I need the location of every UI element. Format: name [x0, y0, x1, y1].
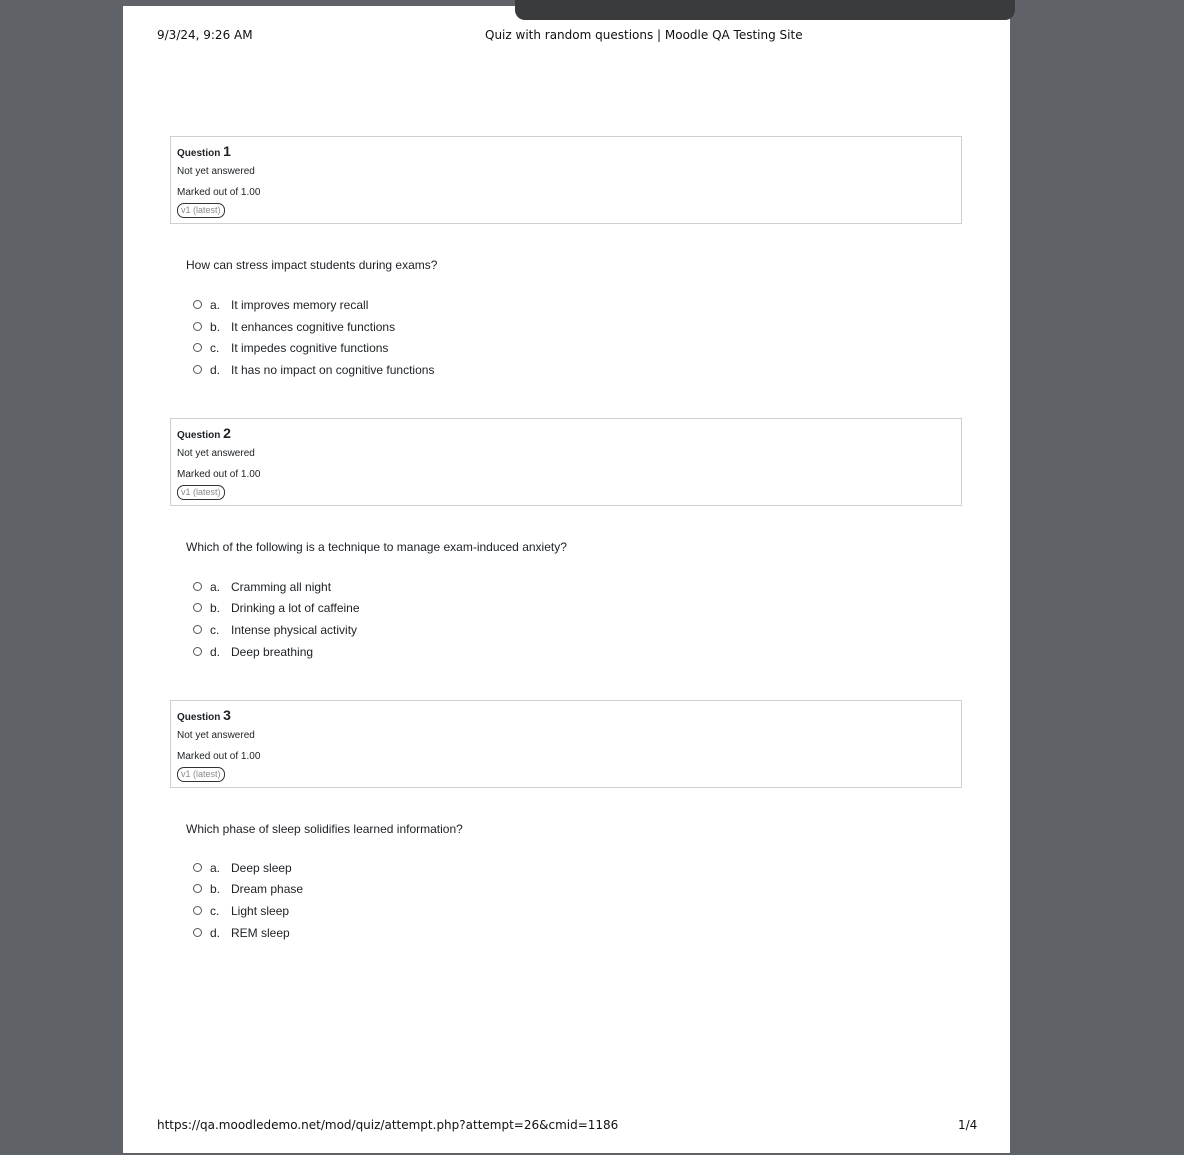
question-version-badge: v1 (latest): [177, 203, 225, 218]
question-grade: Marked out of 1.00: [177, 469, 261, 480]
option-letter: a.: [210, 861, 221, 875]
option-label[interactable]: Cramming all night: [231, 580, 332, 594]
option-letter: d.: [210, 363, 221, 377]
radio-button[interactable]: [193, 928, 202, 937]
option-letter: c.: [210, 904, 220, 918]
option-letter: c.: [210, 623, 220, 637]
question-number: [177, 707, 231, 723]
question-version-badge: v1 (latest): [177, 767, 225, 782]
header-datetime: 9/3/24, 9:26 AM: [157, 28, 253, 42]
question-text: Which of the following is a technique to manage exam-induced anxiety?: [186, 540, 567, 554]
question-state: Not yet answered: [177, 448, 255, 459]
question-number-value: 2: [223, 425, 231, 441]
question-number: [177, 143, 231, 159]
radio-button[interactable]: [193, 884, 202, 893]
radio-button[interactable]: [193, 582, 202, 591]
question-number: [177, 425, 231, 441]
option-label[interactable]: REM sleep: [231, 926, 290, 940]
option-label[interactable]: Dream phase: [231, 882, 304, 896]
footer-page-number: 1/4: [958, 1118, 978, 1132]
option-label[interactable]: Drinking a lot of caffeine: [231, 601, 360, 615]
radio-button[interactable]: [193, 322, 202, 331]
question-label: Question: [177, 712, 221, 723]
option-label[interactable]: It has no impact on cognitive functions: [231, 363, 435, 377]
option-label[interactable]: It improves memory recall: [231, 298, 369, 312]
question-info-box: [170, 136, 962, 224]
option-label[interactable]: It impedes cognitive functions: [231, 341, 389, 355]
radio-button[interactable]: [193, 863, 202, 872]
radio-button[interactable]: [193, 603, 202, 612]
question-state: Not yet answered: [177, 166, 255, 177]
option-letter: d.: [210, 645, 221, 659]
option-letter: a.: [210, 580, 221, 594]
question-number-value: 3: [223, 707, 231, 723]
pdf-page: [123, 6, 1010, 1153]
question-label: Question: [177, 148, 221, 159]
question-state: Not yet answered: [177, 730, 255, 741]
option-label[interactable]: Intense physical activity: [231, 623, 358, 637]
option-letter: b.: [210, 320, 221, 334]
radio-button[interactable]: [193, 625, 202, 634]
option-label[interactable]: Light sleep: [231, 904, 290, 918]
question-label: Question: [177, 430, 221, 441]
question-text: Which phase of sleep solidifies learned information?: [186, 822, 463, 836]
header-title: Quiz with random questions | Moodle QA Testing Site: [485, 28, 803, 42]
question-version-badge: v1 (latest): [177, 485, 225, 500]
option-letter: c.: [210, 341, 220, 355]
question-info-box: [170, 700, 962, 788]
radio-button[interactable]: [193, 365, 202, 374]
question-grade: Marked out of 1.00: [177, 751, 261, 762]
radio-button[interactable]: [193, 343, 202, 352]
option-label[interactable]: It enhances cognitive functions: [231, 320, 396, 334]
option-letter: d.: [210, 926, 221, 940]
screenshot-toast: [515, 0, 1015, 20]
question-number-value: 1: [223, 143, 231, 159]
question-info-box: [170, 418, 962, 506]
option-letter: b.: [210, 882, 221, 896]
option-letter: b.: [210, 601, 221, 615]
footer-url: https://qa.moodledemo.net/mod/quiz/attempt.php?attempt=26&cmid=1186: [157, 1118, 619, 1132]
option-label[interactable]: Deep sleep: [231, 861, 292, 875]
radio-button[interactable]: [193, 300, 202, 309]
option-letter: a.: [210, 298, 221, 312]
question-text: How can stress impact students during exams?: [186, 258, 438, 272]
radio-button[interactable]: [193, 647, 202, 656]
radio-button[interactable]: [193, 906, 202, 915]
option-label[interactable]: Deep breathing: [231, 645, 314, 659]
question-grade: Marked out of 1.00: [177, 187, 261, 198]
